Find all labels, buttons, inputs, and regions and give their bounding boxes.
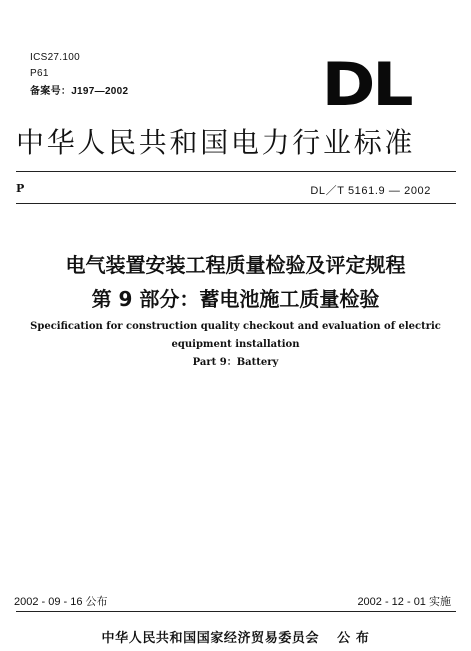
footer-rule [16,611,456,612]
ccs-code: P61 [30,68,49,79]
org-title: 中华人民共和国电力行业标准 [16,126,416,159]
title-en-line3: Part 9：Battery [192,357,279,368]
implement-date: 2002 - 12 - 01 实施 [357,596,451,608]
top-rule [16,171,456,172]
title-cn-line1: 电气装置安装工程质量检验及评定规程 [65,253,406,277]
publish-date: 2002 - 09 - 16 公布 [14,596,108,608]
title-en-line2: equipment installation [171,339,300,350]
issuer-line [0,627,471,646]
dl-logo: DL [321,50,411,120]
header-rule [16,203,456,204]
title-en-line1: Specification for construction quality checkout and evaluation of electric [30,321,441,332]
title-cn-line2: 第 9 部分：蓄电池施工质量检验 [91,287,380,311]
record-number: 备案号：J197—2002 [30,86,129,97]
ics-code: ICS27.100 [30,52,80,63]
issuer-name: 中华人民共和国国家经济贸易委员会 [101,631,320,646]
standard-number: DL／T 5161.9 — 2002 [310,185,431,197]
classification-letter: P [16,182,25,195]
issuer-action: 公 布 [337,631,370,646]
